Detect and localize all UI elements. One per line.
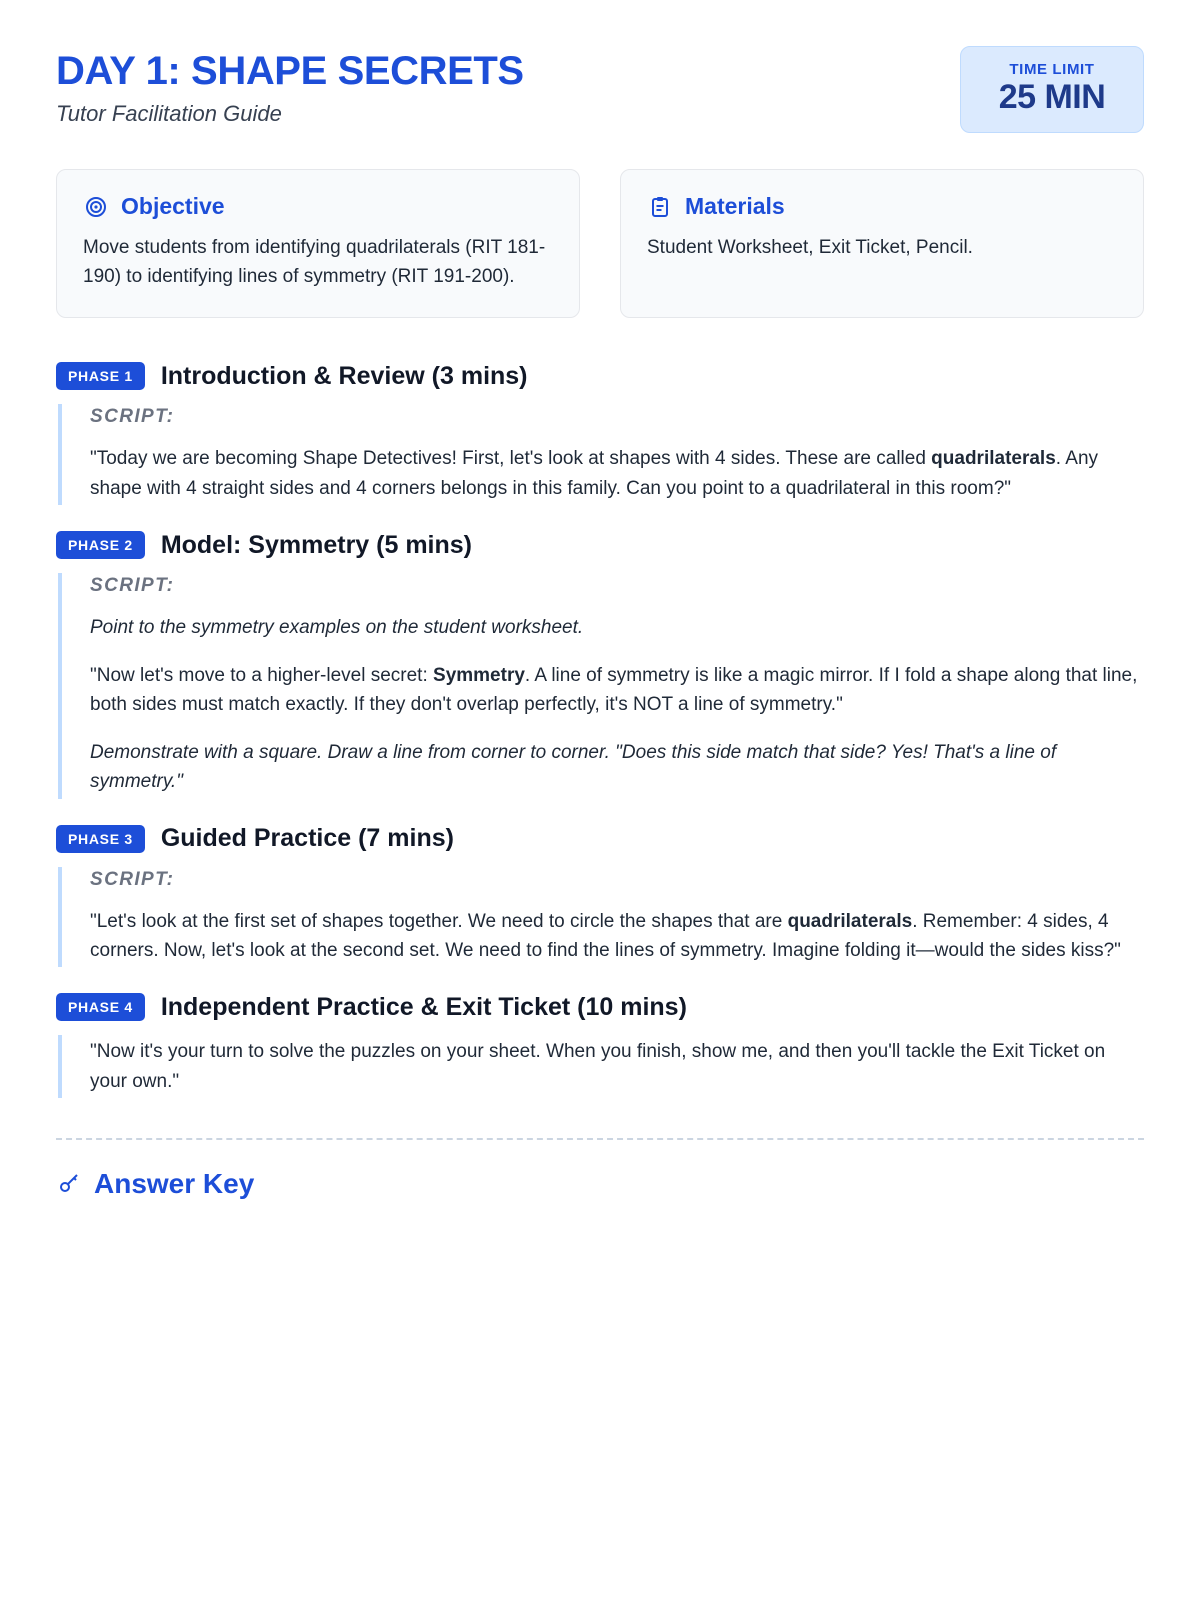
page-subtitle: Tutor Facilitation Guide bbox=[56, 101, 282, 127]
phase-section bbox=[56, 825, 1144, 968]
answer-key-title: Answer Key bbox=[94, 1168, 255, 1200]
script-label: SCRIPT: bbox=[90, 575, 175, 597]
script-paragraph: "Now let's move to a higher-level secret: Symmetry. A line of symmetry is like a magic mirror. If I fold a shape along that line, both sides must match exactly. If they don't overlap perfectly, it's NOT a line of symmetry." bbox=[90, 664, 1138, 716]
section-divider bbox=[56, 1138, 1144, 1140]
phase-header bbox=[56, 825, 1144, 853]
script-paragraph: "Today we are becoming Shape Detectives! First, let's look at shapes with 4 sides. These are called quadrilaterals. Any shape with 4 straight sides and 4 corners belongs in this family. Can you point to a quadrilateral in this room?" bbox=[90, 448, 1099, 499]
answer-key-heading bbox=[56, 1170, 1144, 1198]
phase-title: Independent Practice & Exit Ticket (10 mins) bbox=[160, 992, 687, 1021]
phase-badge: PHASE 2 bbox=[56, 531, 145, 559]
objective-card-title: Objective bbox=[121, 193, 225, 220]
phase-title: Introduction & Review (3 mins) bbox=[160, 361, 528, 390]
document-header bbox=[56, 46, 1144, 133]
time-limit-label: TIME LIMIT bbox=[1009, 61, 1095, 78]
info-cards bbox=[56, 169, 1144, 319]
materials-card-header bbox=[647, 194, 1117, 220]
materials-card-title: Materials bbox=[685, 193, 785, 220]
phase-badge: PHASE 4 bbox=[56, 993, 145, 1021]
script-label: SCRIPT: bbox=[90, 406, 175, 428]
phase-title: Guided Practice (7 mins) bbox=[160, 823, 454, 852]
clipboard-icon bbox=[647, 194, 673, 220]
phase-section bbox=[56, 993, 1144, 1098]
script-paragraph: Demonstrate with a square. Draw a line from corner to corner. "Does this side match that side? Yes! That's a line of symmetry." bbox=[90, 741, 1057, 793]
phase-title: Model: Symmetry (5 mins) bbox=[160, 530, 472, 559]
phase-header bbox=[56, 993, 1144, 1021]
phase-section bbox=[56, 362, 1144, 505]
phase-body bbox=[58, 1035, 1144, 1098]
phase-badge: PHASE 1 bbox=[56, 362, 145, 390]
phase-list bbox=[56, 362, 1144, 1098]
objective-card-header bbox=[83, 194, 553, 220]
header-text-group bbox=[56, 46, 524, 128]
target-icon bbox=[83, 194, 109, 220]
script-paragraph: "Now it's your turn to solve the puzzles on your sheet. When you finish, show me, and then you'll tackle the Exit Ticket on your own." bbox=[90, 1041, 1106, 1092]
materials-card bbox=[620, 169, 1144, 319]
phase-body bbox=[58, 573, 1144, 798]
phase-body bbox=[58, 404, 1144, 505]
time-limit-badge bbox=[960, 46, 1144, 133]
objective-card bbox=[56, 169, 580, 319]
page-title: DAY 1: SHAPE SECRETS bbox=[56, 49, 524, 93]
script-paragraph: "Let's look at the first set of shapes together. We need to circle the shapes that are quadrilaterals. Remember: 4 sides, 4 corners. Now, let's look at the second set. We need to find the lines of symmetry. Imagine folding it—would the sides kiss?" bbox=[90, 910, 1121, 961]
phase-body bbox=[58, 867, 1144, 968]
script-label: SCRIPT: bbox=[90, 868, 175, 890]
materials-card-body: Student Worksheet, Exit Ticket, Pencil. bbox=[647, 236, 973, 258]
key-icon bbox=[56, 1171, 82, 1197]
objective-card-body: Move students from identifying quadrilaterals (RIT 181-190) to identifying lines of symmetry (RIT 191-200). bbox=[83, 236, 546, 287]
phase-badge: PHASE 3 bbox=[56, 825, 145, 853]
phase-section bbox=[56, 531, 1144, 798]
phase-header bbox=[56, 531, 1144, 559]
script-paragraph: Point to the symmetry examples on the student worksheet. bbox=[90, 617, 584, 639]
time-limit-value: 25 MIN bbox=[998, 78, 1106, 116]
phase-header bbox=[56, 362, 1144, 390]
